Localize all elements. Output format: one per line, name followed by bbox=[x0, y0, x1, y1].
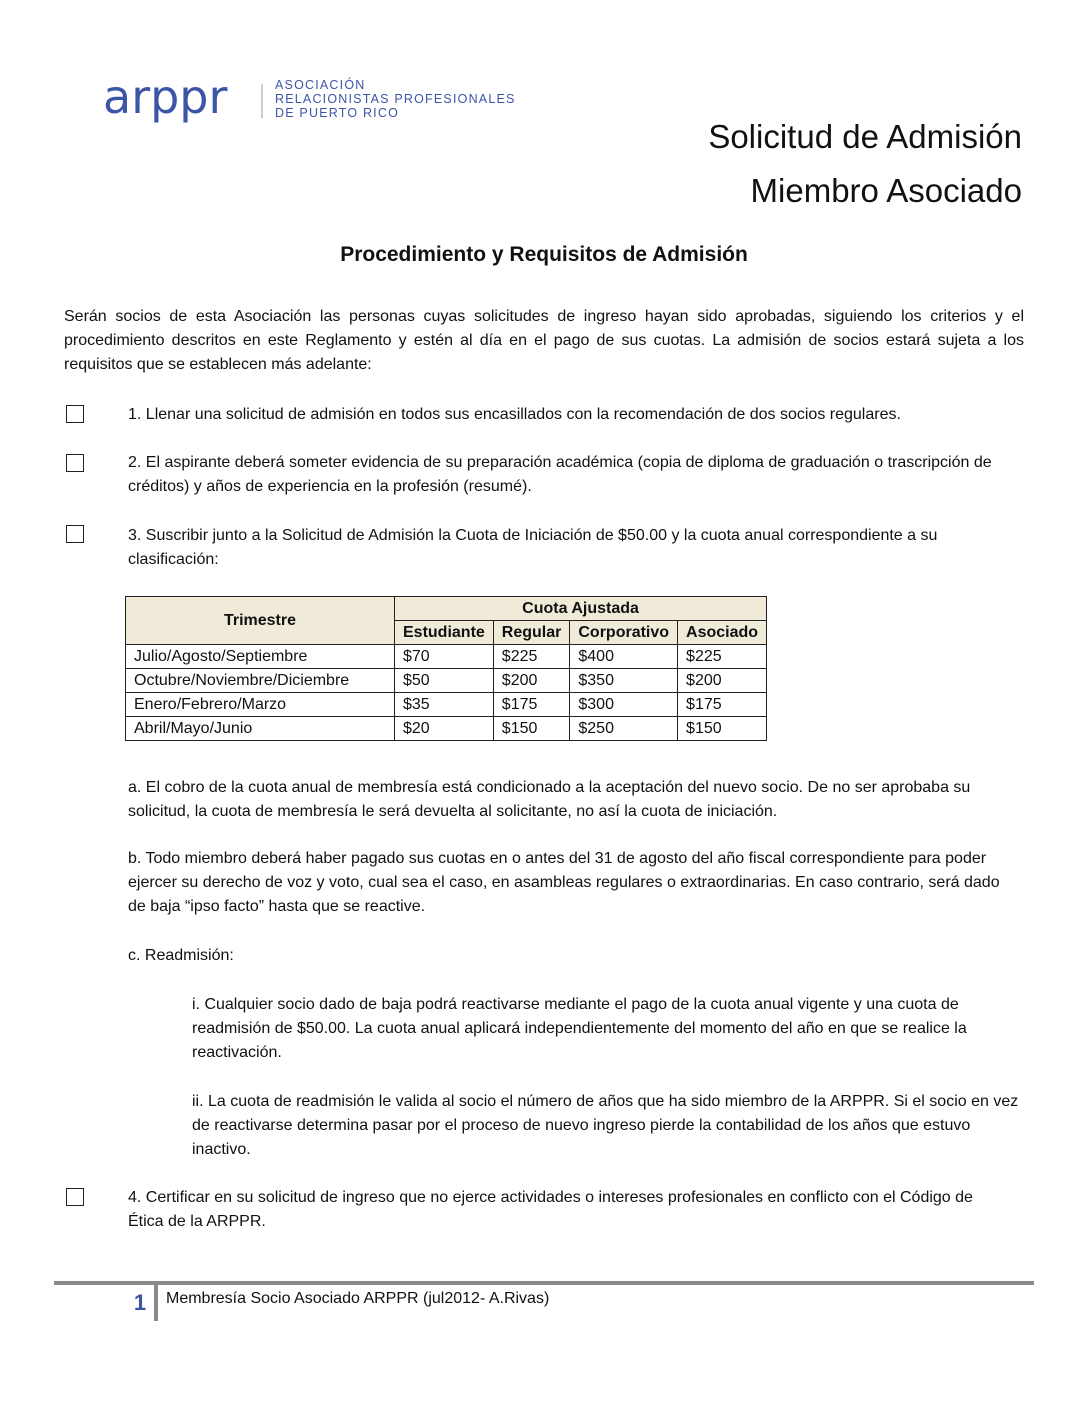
note-a: a. El cobro de la cuota anual de membresía está condicionado a la aceptación del nuevo socio. De no ser aprobaba su solicitud, la cuota de membresía le será devuelta al solicitante, no así la cuota de iniciación. bbox=[128, 779, 971, 820]
requirement-item-2: 2. El aspirante deberá someter evidencia de su preparación académica (copia de diploma de graduación o trascripción de créditos) y años de experiencia en la profesión (resumé). bbox=[128, 454, 992, 495]
requirement-item-3: 3. Suscribir junto a la Solicitud de Admisión la Cuota de Iniciación de $50.00 y la cuota anual correspondiente a su clasificación: bbox=[128, 527, 938, 568]
note-c-ii: ii. La cuota de readmisión le valida al socio el número de años que ha sido miembro de la ARPPR. Si el socio en vez de reactivarse determina pasar por el proceso de nuevo ingreso pierde la contabilidad de los años que estuvo inactivo. bbox=[192, 1093, 1019, 1158]
checkbox-item-2[interactable] bbox=[66, 454, 84, 472]
header-corporativo: Corporativo bbox=[570, 621, 678, 645]
checkbox-item-1[interactable] bbox=[66, 405, 84, 423]
table-cell: $50 bbox=[395, 669, 494, 693]
table-row bbox=[126, 645, 767, 669]
document-title bbox=[708, 110, 1022, 218]
title-line-2: Miembro Asociado bbox=[750, 172, 1022, 209]
checkbox-item-3[interactable] bbox=[66, 525, 84, 543]
table-cell: Octubre/Noviembre/Diciembre bbox=[126, 669, 395, 693]
footer-divider bbox=[154, 1285, 158, 1321]
note-c-i: i. Cualquier socio dado de baja podrá reactivarse mediante el pago de la cuota anual vigente y una cuota de readmisión de $50.00. La cuota anual aplicará independientemente del momento del año en que se realice la reactivación. bbox=[192, 996, 967, 1061]
table-row bbox=[126, 669, 767, 693]
requirement-item-1: 1. Llenar una solicitud de admisión en todos sus encasillados con la recomendación de dos socios regulares. bbox=[128, 406, 901, 423]
table-cell: $225 bbox=[678, 645, 767, 669]
table-cell: $150 bbox=[678, 717, 767, 741]
table-cell: $70 bbox=[395, 645, 494, 669]
header-asociado: Asociado bbox=[678, 621, 767, 645]
table-cell: Julio/Agosto/Septiembre bbox=[126, 645, 395, 669]
table-cell: $175 bbox=[493, 693, 570, 717]
table-row bbox=[126, 717, 767, 741]
title-line-1: Solicitud de Admisión bbox=[708, 118, 1022, 155]
table-cell: $225 bbox=[493, 645, 570, 669]
logo-line-2: RELACIONISTAS PROFESIONALES bbox=[275, 92, 516, 106]
header-trimestre: Trimestre bbox=[126, 597, 395, 645]
checkbox-item-4[interactable] bbox=[66, 1188, 84, 1206]
section-heading: Procedimiento y Requisitos de Admisión bbox=[340, 243, 748, 266]
requirement-item-4: 4. Certificar en su solicitud de ingreso que no ejerce actividades o intereses profesionales en conflicto con el Código de Ética de la ARPPR. bbox=[128, 1189, 973, 1230]
table-cell: $250 bbox=[570, 717, 678, 741]
table-cell: Abril/Mayo/Junio bbox=[126, 717, 395, 741]
note-c: c. Readmisión: bbox=[128, 947, 234, 964]
table-row bbox=[126, 693, 767, 717]
table-cell: $150 bbox=[493, 717, 570, 741]
intro-paragraph: Serán socios de esta Asociación las personas cuyas solicitudes de ingreso hayan sido aprobadas, siguiendo los criterios y el procedimiento descritos en este Reglamento y estén al día en el pago de sus cuotas. La admisión de socios estará sujeta a los requisitos que se establecen más adelante: bbox=[64, 308, 1024, 373]
logo-mark: arppr bbox=[103, 70, 228, 124]
table-cell: $350 bbox=[570, 669, 678, 693]
table-cell: $200 bbox=[493, 669, 570, 693]
footer-text: Membresía Socio Asociado ARPPR (jul2012- A.Rivas) bbox=[166, 1290, 550, 1307]
logo-line-1: ASOCIACIÓN bbox=[275, 78, 366, 92]
note-b: b. Todo miembro deberá haber pagado sus cuotas en o antes del 31 de agosto del año fiscal correspondiente para poder ejercer su derecho de voz y voto, cual sea el caso, en asambleas regulares o extraordinarias. En caso contrario, será dado de baja “ipso facto” hasta que se reactive. bbox=[128, 850, 1000, 915]
logo-line-3: DE PUERTO RICO bbox=[275, 106, 399, 120]
logo-text bbox=[275, 78, 516, 120]
table-cell: $200 bbox=[678, 669, 767, 693]
page-number: 1 bbox=[133, 1290, 147, 1315]
header-cuota-ajustada: Cuota Ajustada bbox=[395, 597, 767, 621]
header-regular: Regular bbox=[493, 621, 570, 645]
logo-divider bbox=[261, 84, 263, 118]
fee-table bbox=[125, 596, 767, 741]
table-cell: Enero/Febrero/Marzo bbox=[126, 693, 395, 717]
table-cell: $35 bbox=[395, 693, 494, 717]
table-cell: $300 bbox=[570, 693, 678, 717]
table-cell: $175 bbox=[678, 693, 767, 717]
header-estudiante: Estudiante bbox=[395, 621, 494, 645]
table-cell: $20 bbox=[395, 717, 494, 741]
footer-rule bbox=[54, 1281, 1034, 1285]
table-cell: $400 bbox=[570, 645, 678, 669]
